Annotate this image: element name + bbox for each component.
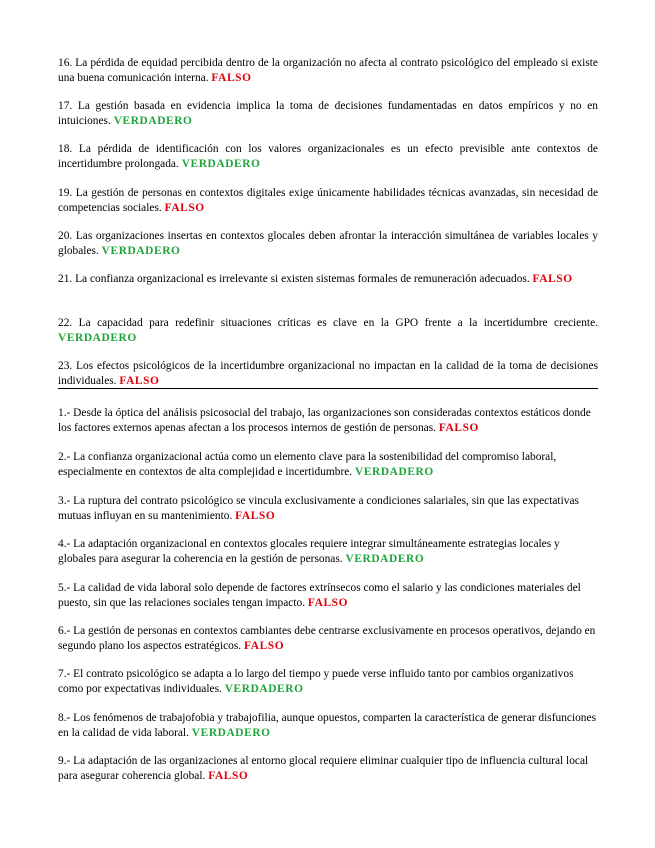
- answer-label: VERDADERO: [345, 553, 425, 565]
- answer-label: VERDADERO: [113, 115, 193, 127]
- answer-label: FALSO: [235, 510, 276, 522]
- answer-label: FALSO: [307, 597, 349, 609]
- question-text: 5.- La calidad de vida laboral solo depende de factores extrínsecos como el salario y las condiciones materiales del puesto, sin que las relaciones sociales tengan impacto.: [58, 582, 581, 609]
- answer-label: FALSO: [119, 375, 160, 387]
- question-17: [58, 99, 598, 129]
- question-19: [58, 186, 598, 216]
- question-text: 8.- Los fenómenos de trabajofobia y trabajofilia, aunque opuestos, comparten la característica de generar disfunciones en la calidad de vida laboral.: [58, 712, 596, 739]
- question-3: [58, 494, 598, 524]
- question-9: [58, 754, 598, 784]
- question-text: 9.- La adaptación de las organizaciones al entorno glocal requiere eliminar cualquier tipo de influencia cultural local para asegurar coherencia global.: [58, 755, 589, 782]
- question-6: [58, 624, 598, 654]
- answer-label: VERDADERO: [355, 466, 434, 478]
- answer-label: VERDADERO: [191, 727, 271, 739]
- question-text: 19. La gestión de personas en contextos digitales exige únicamente habilidades técnicas avanzadas, sin necesidad de competencias sociales.: [58, 187, 598, 214]
- answer-label: FALSO: [244, 640, 285, 652]
- question-18: [58, 142, 598, 172]
- question-4: [58, 537, 598, 567]
- question-22: [58, 316, 598, 346]
- question-7: [58, 667, 598, 697]
- question-text: 3.- La ruptura del contrato psicológico se vincula exclusivamente a condiciones salariales, sin que las expectativas mutuas influyan en su mantenimiento.: [58, 495, 579, 522]
- question-8: [58, 711, 598, 741]
- question-16: [58, 56, 598, 86]
- question-5: [58, 581, 598, 611]
- answer-label: FALSO: [532, 273, 573, 285]
- question-21: [58, 272, 598, 287]
- question-text: 21. La confianza organizacional es irrelevante si existen sistemas formales de remuneración adecuados.: [58, 273, 530, 285]
- question-text: 1.- Desde la óptica del análisis psicosocial del trabajo, las organizaciones son consideradas contextos estáticos donde los factores externos apenas afectan a los procesos internos de gestión de personas.: [58, 407, 591, 434]
- question-text: 4.- La adaptación organizacional en contextos glocales requiere integrar simultáneamente estrategias locales y globales para asegurar la coherencia en la gestión de personas.: [58, 538, 560, 565]
- question-1: [58, 406, 598, 436]
- question-text: 22. La capacidad para redefinir situaciones críticas es clave en la GPO frente a la incertidumbre creciente.: [58, 317, 598, 329]
- answer-label: VERDADERO: [101, 245, 181, 257]
- question-text: 2.- La confianza organizacional actúa como un elemento clave para la sostenibilidad del compromiso laboral, especialmente en contextos de alta complejidad e incertidumbre.: [58, 451, 557, 478]
- question-text: 18. La pérdida de identificación con los valores organizacionales es un efecto previsible ante contextos de incertidumbre prolongada.: [58, 143, 598, 170]
- answer-label: VERDADERO: [181, 158, 261, 170]
- question-text: 23. Los efectos psicológicos de la incertidumbre organizacional no impactan en la calidad de la toma de decisiones individuales.: [58, 360, 598, 387]
- answer-label: FALSO: [211, 72, 252, 84]
- answer-label: FALSO: [438, 422, 479, 434]
- answer-label: VERDADERO: [224, 683, 304, 695]
- question-2: [58, 450, 598, 480]
- question-20: [58, 229, 598, 259]
- question-text: 7.- El contrato psicológico se adapta a lo largo del tiempo y puede verse influido tanto por cambios organizativos como por expectativas individuales.: [58, 668, 574, 695]
- answer-label: VERDADERO: [58, 332, 137, 344]
- question-text: 6.- La gestión de personas en contextos cambiantes debe centrarse exclusivamente en procesos operativos, dejando en segundo plano los aspectos estratégicos.: [58, 625, 596, 652]
- section-divider: [58, 388, 598, 389]
- answer-label: FALSO: [208, 770, 249, 782]
- question-text: 17. La gestión basada en evidencia implica la toma de decisiones fundamentadas en datos empíricos y no en intuiciones.: [58, 100, 598, 127]
- question-23: [58, 359, 598, 389]
- answer-label: FALSO: [164, 202, 205, 214]
- question-text: 16. La pérdida de equidad percibida dentro de la organización no afecta al contrato psicológico del empleado si existe una buena comunicación interna.: [58, 57, 598, 84]
- question-text: 20. Las organizaciones insertas en contextos glocales deben afrontar la interacción simultánea de variables locales y globales.: [58, 230, 598, 257]
